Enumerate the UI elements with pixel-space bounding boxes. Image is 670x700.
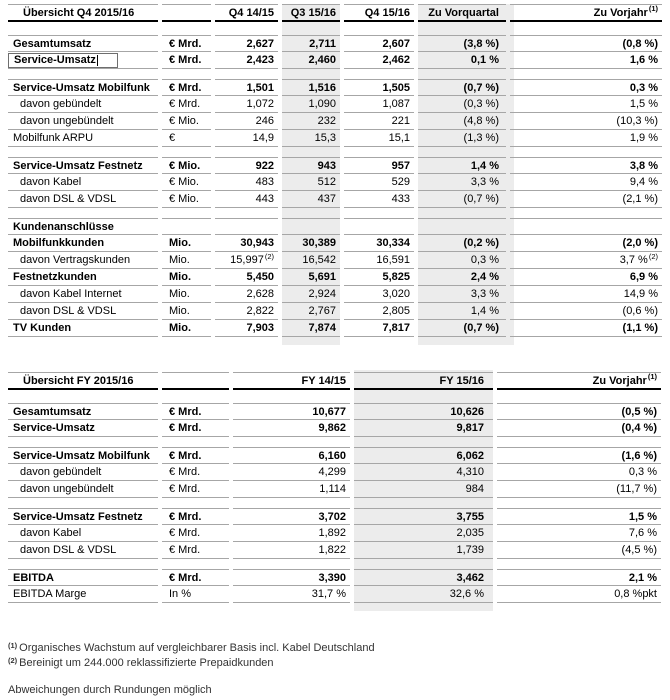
table-row <box>8 130 662 147</box>
row-label-cell[interactable]: davon DSL & VDSL <box>8 303 158 320</box>
value-cell[interactable]: 0,1 % <box>418 52 506 69</box>
value-cell[interactable]: 9,862 <box>233 420 350 437</box>
value-cell[interactable]: 1,087 <box>344 96 414 113</box>
table-row <box>8 464 661 481</box>
row-unit-cell[interactable]: Mio. <box>162 269 211 286</box>
row-unit-cell[interactable]: € Mrd. <box>162 420 229 437</box>
row-label-cell[interactable]: Gesamtumsatz <box>8 35 158 52</box>
value-cell[interactable]: (0,7 %) <box>418 191 506 208</box>
value-cell[interactable]: (0,2 %) <box>418 235 506 252</box>
row-unit-cell[interactable]: € Mrd. <box>162 569 229 586</box>
value-cell[interactable]: 2,4 % <box>418 269 506 286</box>
row-label-cell[interactable]: Service-Umsatz Festnetz <box>8 157 158 174</box>
row-unit-cell[interactable]: € Mrd. <box>162 447 229 464</box>
value-cell[interactable]: 7,817 <box>344 320 414 337</box>
value-cell[interactable]: 30,334 <box>344 235 414 252</box>
row-unit-cell[interactable]: € Mrd. <box>162 403 229 420</box>
value-cell[interactable]: (2,0 %) <box>510 235 662 252</box>
row-label-cell[interactable] <box>8 52 158 69</box>
row-unit-cell[interactable]: Mio. <box>162 286 211 303</box>
table-row <box>8 447 661 464</box>
value-cell[interactable]: 7,903 <box>215 320 278 337</box>
value-cell[interactable]: 5,450 <box>215 269 278 286</box>
value-cell[interactable]: 3,390 <box>233 569 350 586</box>
value-cell[interactable]: 0,3 % <box>418 252 506 269</box>
value-cell[interactable]: 30,943 <box>215 235 278 252</box>
value-cell[interactable]: 2,628 <box>215 286 278 303</box>
q4-overview-table <box>8 4 662 337</box>
table-row <box>8 569 661 586</box>
value-cell[interactable]: 6,9 % <box>510 269 662 286</box>
value-cell[interactable]: 7,6 % <box>497 525 661 542</box>
table-row <box>8 252 662 269</box>
value-cell[interactable]: 2,607 <box>344 35 414 52</box>
row-label-cell[interactable]: Service-Umsatz <box>8 420 158 437</box>
value-cell[interactable]: 1,892 <box>233 525 350 542</box>
value-cell[interactable]: 32,6 % <box>354 586 493 603</box>
table-row <box>8 420 661 437</box>
table-row <box>8 525 661 542</box>
value-cell[interactable]: (10,3 %) <box>510 113 662 130</box>
value-cell[interactable]: 14,9 <box>215 130 278 147</box>
table-row <box>8 542 661 559</box>
table-row <box>8 508 661 525</box>
spacer-row <box>8 559 661 569</box>
value-cell[interactable]: 3,020 <box>344 286 414 303</box>
table-row <box>8 174 662 191</box>
value-cell[interactable]: 529 <box>344 174 414 191</box>
footnotes <box>8 641 375 671</box>
column-header-cell[interactable]: Q3 15/16 <box>282 4 340 22</box>
value-cell[interactable]: 246 <box>215 113 278 130</box>
table-row <box>8 218 662 235</box>
spacer-row <box>8 147 662 157</box>
value-cell[interactable]: 1,501 <box>215 79 278 96</box>
value-cell[interactable]: (1,6 %) <box>497 447 661 464</box>
row-unit-cell[interactable]: € Mrd. <box>162 481 229 498</box>
row-label-cell[interactable]: davon Kabel <box>8 174 158 191</box>
value-cell[interactable]: 433 <box>344 191 414 208</box>
row-unit-cell[interactable]: Mio. <box>162 252 211 269</box>
value-cell[interactable]: 0,8 %pkt <box>497 586 661 603</box>
row-label-cell[interactable]: EBITDA Marge <box>8 586 158 603</box>
value-cell[interactable]: 2,423 <box>215 52 278 69</box>
value-cell[interactable]: (0,6 %) <box>510 303 662 320</box>
table-row <box>8 286 662 303</box>
value-cell[interactable]: (0,3 %) <box>418 96 506 113</box>
value-cell[interactable] <box>215 218 278 235</box>
value-cell[interactable]: 1,505 <box>344 79 414 96</box>
value-cell[interactable]: 1,6 % <box>510 52 662 69</box>
value-cell[interactable]: 30,389 <box>282 235 340 252</box>
row-label-cell[interactable]: davon ungebündelt <box>8 481 158 498</box>
value-cell[interactable]: 922 <box>215 157 278 174</box>
value-cell[interactable]: (0,4 %) <box>497 420 661 437</box>
row-label-cell[interactable]: Service-Umsatz Mobilfunk <box>8 447 158 464</box>
column-header-cell[interactable]: Q4 14/15 <box>215 4 278 22</box>
row-label-cell[interactable]: EBITDA <box>8 569 158 586</box>
value-cell[interactable]: (0,8 %) <box>510 35 662 52</box>
value-cell[interactable]: (0,7 %) <box>418 320 506 337</box>
spacer-row <box>8 22 662 35</box>
spacer-row <box>8 69 662 79</box>
value-cell[interactable]: 1,5 % <box>510 96 662 113</box>
value-cell[interactable]: (4,8 %) <box>418 113 506 130</box>
footnote-marker: (1) <box>647 372 657 382</box>
value-cell[interactable]: 6,062 <box>354 447 493 464</box>
value-cell[interactable]: 15,1 <box>344 130 414 147</box>
footnote-1 <box>8 641 375 656</box>
table-row <box>8 96 662 113</box>
row-label-cell[interactable]: Festnetzkunden <box>8 269 158 286</box>
value-cell[interactable]: 1,5 % <box>497 508 661 525</box>
value-cell[interactable]: (3,8 %) <box>418 35 506 52</box>
table-header-row <box>8 372 661 390</box>
footnote-marker: (2) <box>264 252 274 261</box>
row-unit-cell[interactable]: € Mio. <box>162 113 211 130</box>
value-cell[interactable]: 2,035 <box>354 525 493 542</box>
row-label-cell[interactable]: davon Kabel <box>8 525 158 542</box>
table-row <box>8 79 662 96</box>
footnote-marker: (2) <box>648 252 658 261</box>
value-cell[interactable]: 2,822 <box>215 303 278 320</box>
value-cell[interactable]: 7,874 <box>282 320 340 337</box>
footnote-marker: (1) <box>648 4 658 14</box>
row-unit-cell[interactable]: € Mrd. <box>162 542 229 559</box>
row-label-cell[interactable]: Kundenanschlüsse <box>8 218 158 235</box>
value-cell[interactable] <box>344 218 414 235</box>
value-cell[interactable]: 4,299 <box>233 464 350 481</box>
value-cell[interactable]: 2,924 <box>282 286 340 303</box>
value-cell[interactable]: 1,072 <box>215 96 278 113</box>
row-label-cell[interactable]: davon ungebündelt <box>8 113 158 130</box>
row-label-cell[interactable]: Service-Umsatz Festnetz <box>8 508 158 525</box>
value-cell[interactable]: 1,114 <box>233 481 350 498</box>
value-cell[interactable]: (11,7 %) <box>497 481 661 498</box>
value-cell[interactable]: 3,462 <box>354 569 493 586</box>
value-cell[interactable] <box>282 218 340 235</box>
spacer-row <box>8 498 661 508</box>
value-cell[interactable]: 2,711 <box>282 35 340 52</box>
value-cell[interactable]: 3,702 <box>233 508 350 525</box>
row-unit-cell[interactable]: € Mio. <box>162 174 211 191</box>
table-row <box>8 586 661 603</box>
row-unit-cell[interactable]: € <box>162 130 211 147</box>
value-cell[interactable]: 9,4 % <box>510 174 662 191</box>
value-cell[interactable]: 14,9 % <box>510 286 662 303</box>
value-cell[interactable]: 483 <box>215 174 278 191</box>
value-cell[interactable]: 2,462 <box>344 52 414 69</box>
row-label-cell[interactable]: TV Kunden <box>8 320 158 337</box>
value-cell[interactable]: 437 <box>282 191 340 208</box>
value-cell[interactable]: 10,677 <box>233 403 350 420</box>
value-cell[interactable]: 0,3 % <box>510 79 662 96</box>
value-cell[interactable]: 2,460 <box>282 52 340 69</box>
unit-header-cell <box>162 4 211 22</box>
value-cell[interactable]: 1,4 % <box>418 157 506 174</box>
value-cell[interactable]: 2,767 <box>282 303 340 320</box>
cell-edit-box[interactable] <box>8 53 118 68</box>
value-cell[interactable]: 3,7 % (2) <box>510 252 662 269</box>
value-cell[interactable]: 15,3 <box>282 130 340 147</box>
value-cell[interactable]: 3,3 % <box>418 174 506 191</box>
value-cell[interactable]: 1,822 <box>233 542 350 559</box>
row-label-cell[interactable]: Service-Umsatz Mobilfunk <box>8 79 158 96</box>
value-cell[interactable] <box>510 218 662 235</box>
value-cell[interactable]: 31,7 % <box>233 586 350 603</box>
value-cell[interactable]: 957 <box>344 157 414 174</box>
table-row <box>8 269 662 286</box>
column-header-cell[interactable]: Zu Vorjahr (1) <box>497 372 661 390</box>
value-cell[interactable]: 5,825 <box>344 269 414 286</box>
row-unit-cell[interactable]: € Mrd. <box>162 35 211 52</box>
row-label-cell[interactable]: Gesamtumsatz <box>8 403 158 420</box>
value-cell[interactable]: 3,8 % <box>510 157 662 174</box>
value-cell[interactable]: (1,3 %) <box>418 130 506 147</box>
row-unit-cell[interactable]: Mio. <box>162 320 211 337</box>
row-unit-cell[interactable]: € Mio. <box>162 191 211 208</box>
row-unit-cell[interactable]: € Mrd. <box>162 79 211 96</box>
value-cell[interactable]: 1,4 % <box>418 303 506 320</box>
text-cursor <box>97 55 98 66</box>
value-cell[interactable]: 1,9 % <box>510 130 662 147</box>
value-cell[interactable]: 943 <box>282 157 340 174</box>
row-label-cell[interactable]: davon DSL & VDSL <box>8 542 158 559</box>
table-row <box>8 320 662 337</box>
footnote-1-marker: (1) <box>8 640 18 650</box>
row-unit-cell[interactable]: Mio. <box>162 303 211 320</box>
table-row <box>8 303 662 320</box>
footnote-2-marker: (2) <box>8 655 18 665</box>
value-cell[interactable]: 10,626 <box>354 403 493 420</box>
value-cell[interactable]: (2,1 %) <box>510 191 662 208</box>
row-label-cell[interactable]: davon Kabel Internet <box>8 286 158 303</box>
value-cell[interactable]: (4,5 %) <box>497 542 661 559</box>
row-unit-cell[interactable] <box>162 218 211 235</box>
value-cell[interactable]: 6,160 <box>233 447 350 464</box>
value-cell[interactable]: 232 <box>282 113 340 130</box>
cell-edit-text: Service-Umsatz <box>14 54 96 66</box>
table-row <box>8 235 662 252</box>
column-header-cell[interactable]: FY 15/16 <box>354 372 493 390</box>
value-cell[interactable]: 984 <box>354 481 493 498</box>
value-cell[interactable]: 1,739 <box>354 542 493 559</box>
value-cell[interactable]: 15,997 (2) <box>215 252 278 269</box>
value-cell[interactable]: (0,5 %) <box>497 403 661 420</box>
row-label-cell[interactable]: Mobilfunkkunden <box>8 235 158 252</box>
value-cell[interactable]: 1,516 <box>282 79 340 96</box>
column-header-cell[interactable]: Zu Vorjahr (1) <box>510 4 662 22</box>
table-row <box>8 157 662 174</box>
value-cell[interactable]: 4,310 <box>354 464 493 481</box>
row-label-cell[interactable]: Mobilfunk ARPU <box>8 130 158 147</box>
row-unit-cell[interactable]: In % <box>162 586 229 603</box>
row-unit-cell[interactable]: € Mrd. <box>162 508 229 525</box>
row-unit-cell[interactable]: € Mrd. <box>162 52 211 69</box>
column-header-cell[interactable]: Zu Vorquartal <box>418 4 506 22</box>
row-unit-cell[interactable]: € Mio. <box>162 157 211 174</box>
fy-overview-table <box>8 372 661 603</box>
row-unit-cell[interactable]: € Mrd. <box>162 96 211 113</box>
value-cell[interactable]: 2,1 % <box>497 569 661 586</box>
row-unit-cell[interactable]: Mio. <box>162 235 211 252</box>
spacer-row <box>8 437 661 447</box>
row-label-cell[interactable]: davon gebündelt <box>8 464 158 481</box>
value-cell[interactable]: 16,591 <box>344 252 414 269</box>
rounding-note: Abweichungen durch Rundungen möglich <box>8 684 212 696</box>
value-cell[interactable]: 5,691 <box>282 269 340 286</box>
table-row <box>8 481 661 498</box>
value-cell[interactable]: 512 <box>282 174 340 191</box>
footnote-1-text: Organisches Wachstum auf vergleichbarer Basis incl. Kabel Deutschland <box>19 642 375 654</box>
column-header-cell[interactable]: FY 14/15 <box>233 372 350 390</box>
value-cell[interactable]: (0,7 %) <box>418 79 506 96</box>
table-row <box>8 113 662 130</box>
row-label-cell[interactable]: davon DSL & VDSL <box>8 191 158 208</box>
spacer-row <box>8 208 662 218</box>
column-header-cell[interactable]: Q4 15/16 <box>344 4 414 22</box>
value-cell[interactable]: (1,1 %) <box>510 320 662 337</box>
unit-header-cell <box>162 372 229 390</box>
table-title-cell[interactable]: Übersicht FY 2015/16 <box>8 372 158 390</box>
value-cell[interactable]: 1,090 <box>282 96 340 113</box>
value-cell[interactable]: 443 <box>215 191 278 208</box>
value-cell[interactable]: 221 <box>344 113 414 130</box>
value-cell[interactable]: 3,755 <box>354 508 493 525</box>
table-title-cell[interactable]: Übersicht Q4 2015/16 <box>8 4 158 22</box>
table-header-row <box>8 4 662 22</box>
footnote-2 <box>8 656 375 671</box>
value-cell[interactable]: 2,805 <box>344 303 414 320</box>
row-unit-cell[interactable]: € Mrd. <box>162 464 229 481</box>
value-cell[interactable]: 0,3 % <box>497 464 661 481</box>
row-unit-cell[interactable]: € Mrd. <box>162 525 229 542</box>
row-label-cell[interactable]: davon Vertragskunden <box>8 252 158 269</box>
table-row <box>8 35 662 52</box>
value-cell[interactable]: 9,817 <box>354 420 493 437</box>
value-cell[interactable]: 2,627 <box>215 35 278 52</box>
table-row <box>8 52 662 69</box>
value-cell[interactable]: 3,3 % <box>418 286 506 303</box>
table-row <box>8 191 662 208</box>
table-row <box>8 403 661 420</box>
footnote-2-text: Bereinigt um 244.000 reklassifizierte Prepaidkunden <box>19 657 274 669</box>
value-cell[interactable]: 16,542 <box>282 252 340 269</box>
row-label-cell[interactable]: davon gebündelt <box>8 96 158 113</box>
spacer-row <box>8 390 661 403</box>
value-cell[interactable] <box>418 218 506 235</box>
